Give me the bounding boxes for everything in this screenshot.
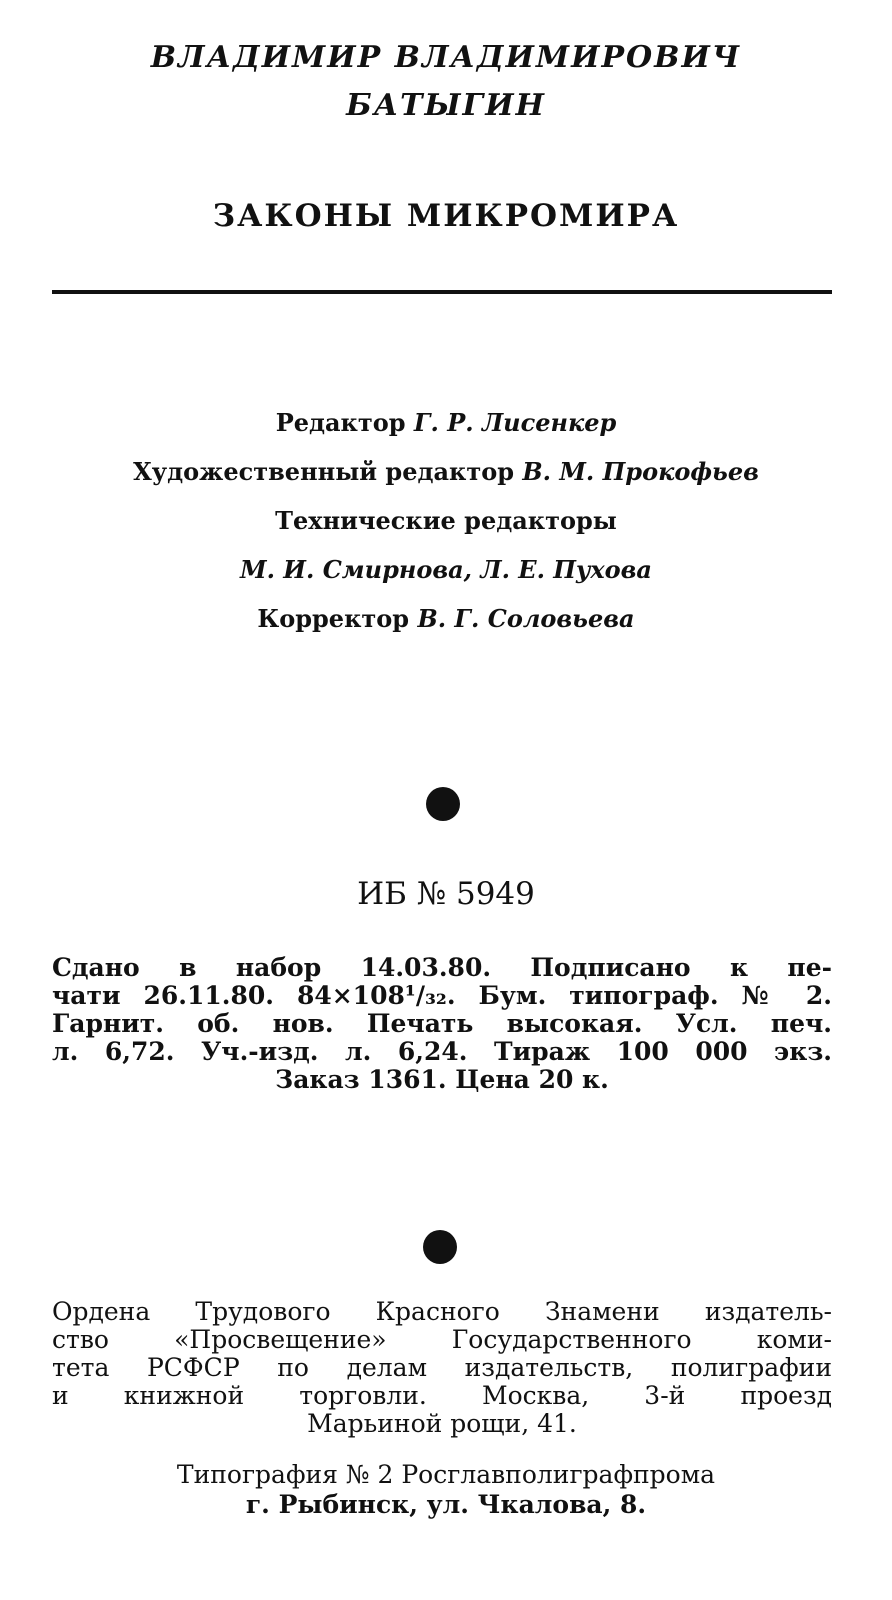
credit-person: В. М. Прокофьев [522,457,759,486]
bullet-dot-icon [426,787,460,821]
publisher-line: Ордена Трудового Красного Знамени издатель- [52,1297,832,1326]
credit-person: Г. Р. Лисенкер [413,408,617,437]
horizontal-rule [52,290,832,294]
credit-proofreader [0,594,892,643]
bullet-dot-icon [423,1230,457,1264]
credit-editor [0,398,892,447]
author-name [0,34,892,130]
credit-person: В. Г. Соловьева [417,604,635,633]
print-details-line: Гарнит. об. нов. Печать высокая. Усл. печ. [52,1009,832,1038]
credit-tech-editors-heading [0,496,892,545]
ib-number: ИБ № 5949 [357,876,535,912]
publisher-line: Марьиной рощи, 41. [307,1409,577,1438]
credit-art-editor [0,447,892,496]
credit-tech-editors-names [0,545,892,594]
publisher-info [52,1298,832,1438]
publisher-line: ство «Просвещение» Государственного коми- [52,1325,832,1354]
credits-block [0,398,892,643]
book-title: ЗАКОНЫ МИКРОМИРА [212,198,680,234]
publisher-line: и книжной торговли. Москва, 3-й проезд [52,1381,832,1410]
printer-info [0,1460,892,1520]
credit-person: М. И. Смирнова, Л. Е. Пухова [240,555,652,584]
credit-role: Редактор [275,408,406,437]
author-line-2: БАТЫГИН [346,88,546,123]
publisher-line: тета РСФСР по делам издательств, полиграфии [52,1353,832,1382]
printer-line-2: г. Рыбинск, ул. Чкалова, 8. [245,1490,647,1519]
credit-role: Художественный редактор [133,457,514,486]
credit-role: Технические редакторы [275,506,617,535]
author-line-1: ВЛАДИМИР ВЛАДИМИРОВИЧ [150,40,742,75]
print-details-line: чати 26.11.80. 84×108¹/₃₂. Бум. типограф. № 2. [52,981,832,1010]
print-details [52,954,832,1094]
print-details-line: л. 6,72. Уч.-изд. л. 6,24. Тираж 100 000 экз. [52,1037,832,1066]
print-details-line: Сдано в набор 14.03.80. Подписано к пе- [52,953,832,982]
print-details-line: Заказ 1361. Цена 20 к. [275,1065,609,1094]
credit-role: Корректор [257,604,410,633]
printer-line-1: Типография № 2 Росглавполиграфпрома [176,1460,716,1489]
